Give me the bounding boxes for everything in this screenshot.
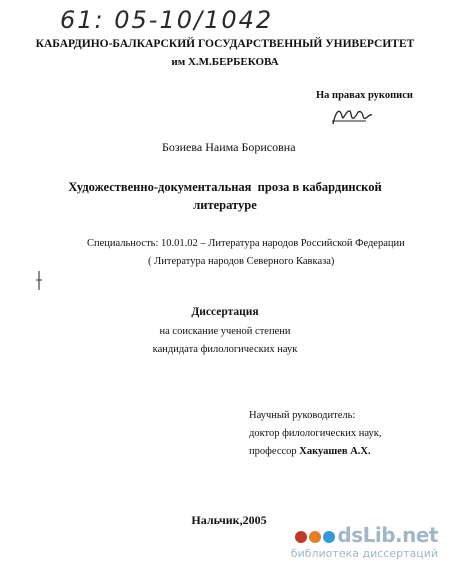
supervisor-degree: доктор филологических наук, xyxy=(249,428,382,439)
watermark-tagline: библиотека диссертаций xyxy=(290,547,438,560)
supervisor-name: Хакуашев А.Х. xyxy=(299,446,371,457)
logo-dot-icon xyxy=(295,531,307,543)
dissertation-degree-line2: кандидата филологических наук xyxy=(152,344,298,355)
supervisor-name-line xyxy=(249,446,371,457)
archive-number: 61: 05-10/1042 xyxy=(60,6,274,34)
university-name: КАБАРДИНО-БАЛКАРСКИЙ ГОСУДАРСТВЕННЫЙ УНИВЕРСИТЕТ xyxy=(35,38,415,50)
specialty-line2: ( Литература народов Северного Кавказа) xyxy=(148,256,335,267)
rights-note: На правах рукописи xyxy=(316,90,413,101)
logo-dot-icon xyxy=(323,531,335,543)
dissertation-degree-line1: на соискание ученой степени xyxy=(159,326,291,337)
margin-mark-icon xyxy=(33,270,45,292)
university-named-after: им Х.М.БЕРБЕКОВА xyxy=(171,56,279,68)
supervisor-label: Научный руководитель: xyxy=(249,410,356,421)
dissertation-title-line2: литературе xyxy=(193,198,257,212)
dissertation-heading: Диссертация xyxy=(191,306,259,318)
watermark-brand-text: dsLib.net xyxy=(337,523,438,547)
author-name: Бозиева Наима Борисовна xyxy=(162,140,296,154)
signature-icon xyxy=(330,106,374,128)
watermark-logo xyxy=(291,523,438,560)
specialty-line1: Специальность: 10.01.02 – Литература народов Российской Федерации xyxy=(87,238,405,249)
dissertation-title-line1: Художественно-документальная проза в кабардинской xyxy=(68,180,382,194)
watermark-brand xyxy=(291,523,438,547)
logo-dot-icon xyxy=(309,531,321,543)
place-year: Нальчик,2005 xyxy=(191,513,267,527)
supervisor-title: профессор xyxy=(249,446,297,457)
